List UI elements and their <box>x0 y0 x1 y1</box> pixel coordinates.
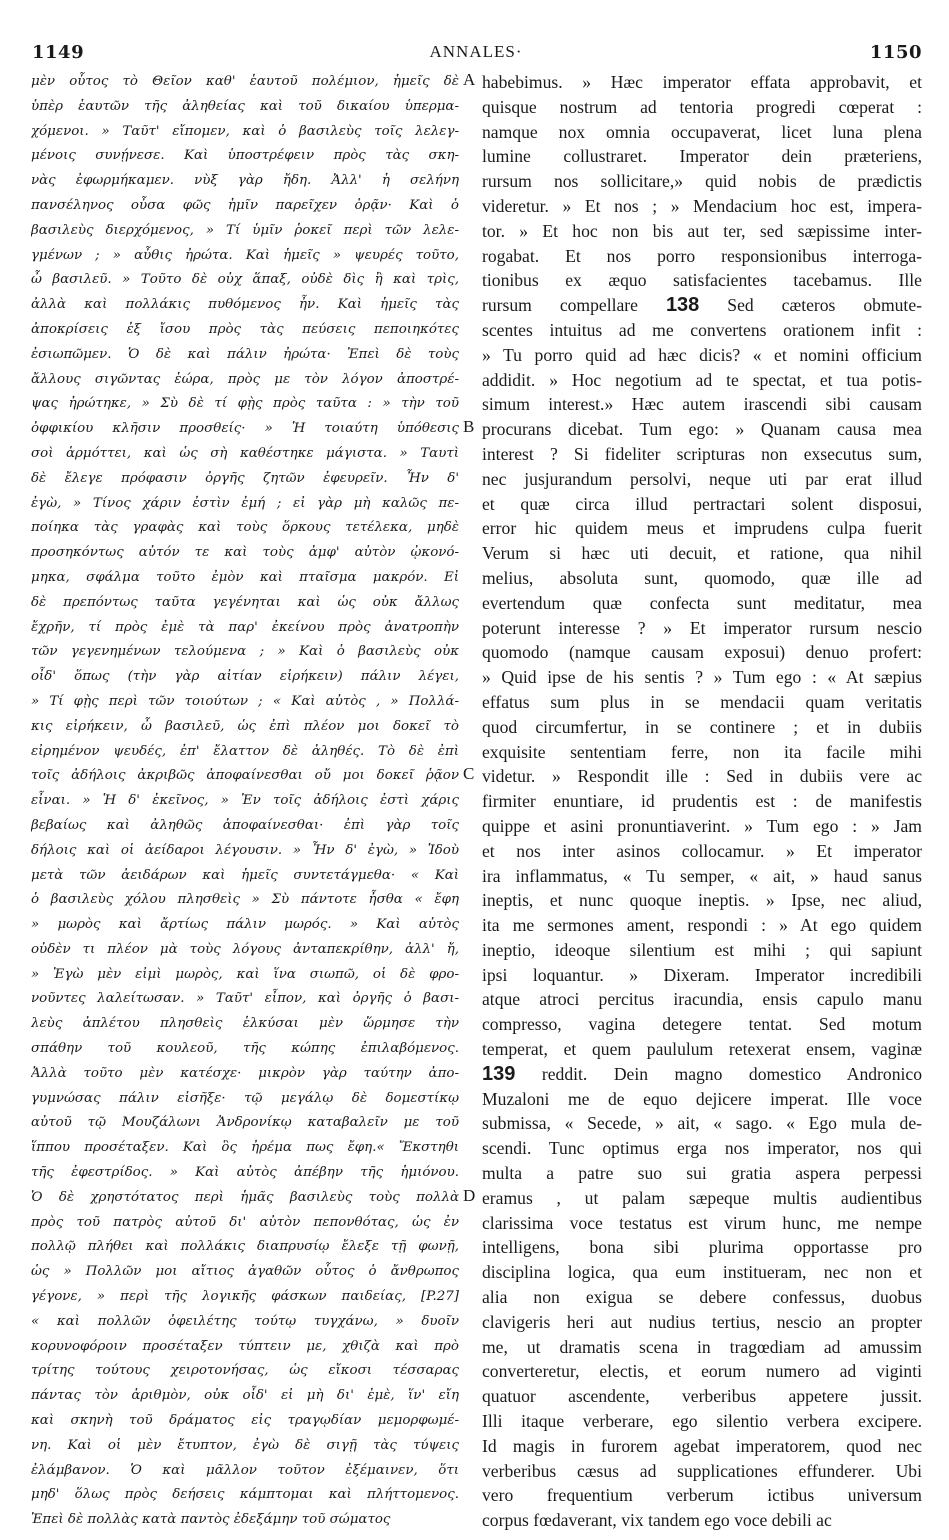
latin-line: temperat, et quem paululum retexerat ensem, vaginæ <box>482 1039 922 1060</box>
latin-line-text: reddit. Dein magno domestico Andronico <box>515 1063 922 1084</box>
latin-line: intelligens, bona sibi plurima opportasse pro <box>482 1237 922 1258</box>
latin-line: » Tu porro quid ad hæc dicis? « et nomini officium <box>482 344 922 365</box>
greek-line: προσηκόντως αὐτόν τε καὶ τοὺς ἀμφ' αὐτὸν ᾠκονό- <box>31 545 459 561</box>
latin-line: disciplina logica, qua eum institueram, nec non et <box>482 1262 922 1283</box>
latin-line: exquisite sententiam ferre, non ita facile mihi <box>482 741 922 762</box>
latin-line: tor. » Et hoc non bis aut ter, sed sæpissime inter- <box>482 220 922 241</box>
latin-line: » Quid ipse de his sentis ? » Tum ego : « At sæpius <box>482 667 922 688</box>
greek-line: αὐτοῦ τῷ Μουζάλωνι Ἀνδρονίκῳ καταβαλεῖν με τοῦ <box>31 1115 459 1131</box>
greek-line: ἔχρῆν, τί πρὸς ἐμὲ τὰ παρ' ἐκείνου πρὸς ἀνατροπὴν <box>31 619 459 635</box>
latin-line: error hic quidem meus et imprudens culpa fuerit <box>482 518 922 539</box>
latin-line: melius, absoluta sunt, quomodo, quæ ille ad <box>482 567 922 588</box>
latin-line: procurans dicebat. Tum ego: » Quanam causa mea <box>482 419 922 440</box>
latin-line: ira inflammatus, « Tu semper, « ait, » haud sanus <box>482 865 922 886</box>
greek-line: ἐσιωπῶμεν. Ὁ δὲ καὶ πάλιν ἠρώτα· Ἐπεὶ δὲ τοὺς <box>31 346 459 362</box>
latin-line: firmiter enuntiare, id prudentis est : de manifestis <box>482 791 922 812</box>
greek-line: βασιλεὺς διερχόμενος, » Τί ὑμῖν ῥοκεῖ περὶ τῶν λελε- <box>31 222 459 238</box>
latin-line: interest ? Si fideliter scripturas non exsecutus sum, <box>482 443 922 464</box>
latin-line: quisque nostrum ad tentoria progredi cœperat : <box>482 96 922 117</box>
greek-line: ἐγὼ, » Τίνος χάριν ἐστὶν ἐμή ; εἰ γὰρ μὴ καλῶς πε- <box>31 495 459 511</box>
latin-line: ita me sermones ament, respondi : » At ego quidem <box>482 915 922 936</box>
greek-line: μετὰ τῶν ἀειδάρων καὶ ἡμεῖς συντετάγμεθα· « Καὶ <box>31 867 459 883</box>
greek-line: ὡς » Πολλῶν μοι αἴτιος ἀγαθῶν οὗτος ὁ ἄνθρωπος <box>31 1264 459 1280</box>
greek-line: » Τί φῂς περὶ τῶν τοιούτων ; « Καὶ αὐτὸς , » Πολλά- <box>31 693 459 709</box>
latin-line: ipsi loquantur. » Dixeram. Imperator incredibili <box>482 964 922 985</box>
running-title: ANNALES· <box>429 42 523 61</box>
latin-line: quatuor ascendente, verberibus appetere jussit. <box>482 1386 922 1407</box>
latin-line-text: Sed cæteros obmute- <box>699 295 922 316</box>
greek-line: σοὶ ἁρμόττει, καὶ ὡς σὴ καθέστηκε μάγιστα. » Ταυτὶ <box>31 445 459 461</box>
margin-letter-b: B <box>463 417 475 436</box>
greek-line: ἀλλὰ καὶ πολλάκις πυθόμενος ἦν. Καὶ ἡμεῖς τὰς <box>31 297 459 313</box>
latin-line: converteretur, electis, et eorum numero ad viginti <box>482 1361 922 1382</box>
latin-line: quippe et asini pronuntiaverint. » Tum ego : » Jam <box>482 815 922 836</box>
greek-line: ὁ βασιλεὺς χόλου πλησθεὶς » Σὺ πάντοτε ἦσθα « ἔφη <box>31 892 459 908</box>
greek-line: τοῖς ἀδήλοις ἀκριβῶς ἀποφαίνεσθαι οὔ μοι δοκεῖ ῥᾷον <box>31 768 459 784</box>
greek-line: δὲ πρεπόντως ταῦτα γεγένηται καὶ ὡς οὐκ ἄλλως <box>31 594 459 610</box>
latin-line-text: rursum compellare <box>482 295 666 316</box>
latin-line: rursum nos sollicitare,» quid nobis de prædictis <box>482 171 922 192</box>
margin-letter-a: A <box>463 70 476 89</box>
page-header <box>30 42 922 66</box>
latin-line: Illi itaque verberare, ego silentio verbera excipere. <box>482 1411 922 1432</box>
greek-line: πάντας τὸν ἀριθμὸν, οὐκ οἶδ' εἰ μὴ δι' ἐμὲ, ἵν' εἴη <box>31 1388 459 1404</box>
greek-line: λεὺς ἀπλέτου πλησθεὶς ἑλκύσαι μὲν ὥρμησε τὴν <box>31 1016 459 1032</box>
greek-line: ποίηκα τὰς γραφὰς καὶ τοὺς ὅρκους τετέλεκα, μηδὲ <box>31 520 459 536</box>
latin-line: quod circumfertur, in se continere ; et in dubiis <box>482 716 922 737</box>
greek-line: γυμνώσας πάλιν εἰσῆξε· τῷ μεγάλῳ δὲ δομεστίκῳ <box>31 1090 459 1106</box>
greek-line: γέγονε, » περὶ τῆς λογικῆς φάσκων παιδείας, [P.27] <box>31 1289 459 1305</box>
greek-line: νη. Καὶ οἱ μὲν ἔτυπτον, ἐγὼ δὲ σιγῇ τὰς τύψεις <box>31 1437 459 1453</box>
latin-line: videretur. » Et nos ; » Mendacium hoc est, impera- <box>482 195 922 216</box>
greek-line: κορυνοφόροιν προσέταξεν τύπτειν με, χθιζὰ καὶ πρὸ <box>31 1338 459 1354</box>
latin-line: compresso, vagina detegere tentat. Sed motum <box>482 1014 922 1035</box>
greek-line: ἄλλους σιγῶντας ἑώρα, πρὸς με τὸν λόγον ἀποστρέ- <box>31 371 459 387</box>
latin-line: eramus , ut palam sæpeque multis audientibus <box>482 1187 922 1208</box>
greek-line: ὀφφικίου κλῆσιν προσθείς· » Ἡ τοιαύτη ὑπόθεσις <box>31 421 459 437</box>
latin-line: me, ut dramatis scena in tragœdiam ad amussim <box>482 1336 922 1357</box>
greek-line: καὶ σκηνὴ τοῦ δράματος εἰς τραγῳδίαν μεμορφωμέ- <box>31 1413 459 1429</box>
latin-line: clavigeris heri aut nudius tertius, nescio an propter <box>482 1311 922 1332</box>
margin-letter-d: D <box>463 1186 476 1205</box>
latin-line: submissa, « Secede, » ait, « sago. « Ego mula de- <box>482 1113 922 1134</box>
latin-line: corpus fœdaverant, vix tandem ego voce debili ac <box>482 1510 832 1531</box>
latin-line: clarissima voce testatus est virum hunc, me nempe <box>482 1212 922 1233</box>
greek-line: ἐλάμβανον. Ὁ καὶ μᾶλλον τοῦτον ἐξέμαινεν, ὅτι <box>31 1462 459 1478</box>
greek-line: νὰς ἐφωρμήκαμεν. νὺξ γὰρ ἤδη. Ἀλλ' ἡ σελήνη <box>31 173 459 189</box>
latin-line: scentes intuitus ad me convertens orationem infit : <box>482 319 922 340</box>
greek-line: εἶναι. » Ἡ δ' ἐκεῖνος, » Ἐν τοῖς ἀδήλοις ἐστὶ χάρις <box>31 793 459 809</box>
latin-line: addidit. » Hoc negotium ad te spectat, et tua potis- <box>482 369 922 390</box>
greek-line: τρίτης τούτους χειροτονήσας, ὡς εἴκοσι τέσσαρας <box>31 1363 459 1379</box>
greek-line: χόμενοι. » Ταῦτ' εἴπομεν, καὶ ὁ βασιλεὺς τοῖς λελεγ- <box>31 123 459 139</box>
greek-text-column <box>31 70 459 1533</box>
latin-line: tionibus ex æquo satisfacientes tacebamus. Ille <box>482 270 922 291</box>
greek-line: Ἀλλὰ τοῦτο μὲν κατέσχε· μικρὸν γὰρ ταύτην ἀπο- <box>31 1065 459 1081</box>
greek-line: δήλοις καὶ οἱ ἀείδαροι λέγουσιν. » Ἦν δ' ἐγὼ, » Ἰδοὺ <box>31 842 459 858</box>
greek-line: » Ἐγὼ μὲν εἰμὶ μωρὸς, καὶ ἵνα σιωπῶ, οἱ δὲ φρο- <box>31 966 459 982</box>
latin-line: vero frequentium verberum ictibus universum <box>482 1485 922 1506</box>
latin-line: habebimus. » Hæc imperator effata approbavit, et <box>482 72 922 92</box>
greek-line: εἰρημένον ψευδές, ἐπ' ἔλαττον δὲ ἀληθές. Τὸ δὲ ἐπὶ <box>31 743 459 759</box>
latin-line: alia non exigua se debere confessus, duobus <box>482 1287 922 1308</box>
greek-line: μηδ' ὅλως πρὸς δεήσεις κάμπτομαι καὶ πλήττομενος. <box>31 1487 459 1503</box>
latin-line: et quæ circa illud pertractari solent disposui, <box>482 493 922 514</box>
latin-line: namque nox omnia occupaverat, licet luna plena <box>482 121 922 142</box>
greek-line: ψας ἠρώτηκε, » Σὺ δὲ τί φῂς πρὸς ταῦτα : » τὴν τοῦ <box>31 396 459 412</box>
greek-line: βεβαίως καὶ ἀληθῶς ἀποφαίνεσθαι· ἐπὶ γὰρ τοῖς <box>31 817 459 833</box>
greek-line: μηκα, σφάλμα τοῦτο ἐμὸν καὶ πταῖσμα μακρόν. Εἰ <box>31 569 459 585</box>
greek-line: « καὶ πολλῶν ὀφειλέτης τούτῳ τυγχάνω, » δυοῖν <box>31 1313 459 1329</box>
latin-line: atque atroci percitus iracundia, ensis capulo manu <box>482 989 922 1010</box>
greek-line: κις εἰρήκειν, ὦ βασιλεῦ, ὡς ἐπὶ πλέον μοι δοκεῖ τὸ <box>31 718 459 734</box>
latin-line: verberibus cæsus ad supplicationes effunderer. Ubi <box>482 1460 922 1481</box>
greek-line: πολλῷ πλήθει καὶ πολλάκις διαπρυσίῳ ἔλεξε τῇ φωνῇ, <box>31 1239 459 1255</box>
latin-text-column <box>482 70 922 1533</box>
greek-line: ἀποκρίσεις ἐξ ἴσου πρὸς τὰς πεύσεις πεποιηκότες <box>31 321 459 337</box>
greek-line: » μωρὸς καὶ ἄρτίως πάλιν μωρός. » Καὶ αὐτὸς <box>31 917 459 933</box>
latin-line: evertendum quæ confecta sunt meditatur, mea <box>482 592 922 613</box>
greek-line: τῶν γεγενημένων τελούμενα ; » Καὶ ὁ βασιλεὺς οὐκ <box>31 644 459 660</box>
latin-line: lumine collustraret. Imperator dein præteriens, <box>482 146 922 167</box>
latin-line: scendi. Tunc optimus erga nos imperator, nos qui <box>482 1138 922 1159</box>
greek-line: πανσέληνος οὖσα φῶς ἡμῖν παρεῖχεν ὁρᾷν· Καὶ ὁ <box>31 197 459 213</box>
latin-line: simum interest.» Hæc autem irascendi sibi causam <box>482 394 922 415</box>
greek-line: πρὸς τοῦ πατρὸς αὐτοῦ δι' αὐτὸν πεπονθότας, ὡς ἐν <box>31 1214 459 1230</box>
latin-line: et nos inter asinos collocamur. » Et imperator <box>482 840 922 861</box>
greek-line: οὐδὲν τι πλέον μὰ τοὺς λόγους ἀνταπεκρίθην, ἀλλ' ἤ, <box>31 941 459 957</box>
latin-line: nec jusjurandum persolvi, neque uti par erat illud <box>482 468 922 489</box>
latin-line: multa a patre suo sui gratia aspera perpessi <box>482 1163 922 1184</box>
greek-line: μὲν οὗτος τὸ Θεῖον καθ' ἑαυτοῦ πολέμιον, ἡμεῖς δὲ <box>31 74 459 89</box>
latin-line: effatus sum plus in se mendacii quam veritatis <box>482 691 922 712</box>
latin-line: ineptio, ideoque silentium est mihi ; qui sapiunt <box>482 939 922 960</box>
greek-line: ἵππου προσέταξεν. Καὶ ὃς ἠρέμα πως ἔφη.« Ἔκστηθι <box>31 1140 459 1156</box>
margin-letter-c: C <box>463 764 475 783</box>
greek-line: οἶδ' ὅπως (τὴν γὰρ αἰτίαν εἰρήκειν) πάλιν λέγει, <box>31 669 459 685</box>
latin-line: poterunt interesse ? » Et imperator rursum nescio <box>482 617 922 638</box>
greek-line: Ὁ δὲ χρηστότατος περὶ ἡμᾶς βασιλεὺς τοὺς πολλὰ <box>31 1189 459 1205</box>
section-number: 138 <box>665 294 700 317</box>
greek-line: μένοις συνῄνεσε. Καὶ ὑποστρέφειν πρὸς τὰς σκη- <box>31 148 459 164</box>
greek-line: ὑπὲρ ἑαυτῶν τῆς ἀληθείας καὶ τοῦ δικαίου ὑπερμα- <box>31 98 459 114</box>
greek-line: Ἐπεὶ δὲ πολλὰς κατὰ παντὸς ἐδεξάμην τοῦ σώματος <box>31 1512 391 1528</box>
page-number-right: 1150 <box>869 42 922 63</box>
greek-line: τῆς ἐφεστρίδος. » Καὶ αὐτὸς ἀπέβην τῆς ἡμιόνου. <box>31 1165 459 1181</box>
greek-line: ὦ βασιλεῦ. » Τοῦτο δὲ οὐχ ἅπαξ, οὐδὲ δὶς ἢ καὶ τρὶς, <box>31 272 459 288</box>
greek-line: δὲ ἔλεγε πρόφασιν ὀργῆς ζητῶν ἐφευρεῖν. Ἦν δ' <box>31 470 459 486</box>
section-number: 139 <box>482 1062 516 1085</box>
latin-line: rogabat. Et nos porro responsionibus interroga- <box>482 245 922 266</box>
latin-line: Id magis in furorem agebat imperatorem, quod nec <box>482 1435 922 1456</box>
greek-line: σπάθην τοῦ κουλεοῦ, τῆς κώπης ἐπιλαβόμενος. <box>31 1041 459 1057</box>
latin-line <box>482 1062 922 1087</box>
page-number-left: 1149 <box>32 42 85 63</box>
greek-line: γμένων ; » αὖθις ἠρώτα. Καὶ ἡμεῖς » ψευρές τοῦτο, <box>31 247 459 263</box>
latin-line: Muzaloni me de equo dejicere imperat. Ille voce <box>482 1088 922 1109</box>
latin-line: videtur. » Respondit ille : Sed in dubiis vere ac <box>482 766 922 787</box>
latin-line: quomodo (namque causam exposui) denuo profert: <box>482 642 922 663</box>
latin-line: Verum si hæc uti decuit, et ratione, qua nihil <box>482 543 922 564</box>
latin-line: ineptis, et nunc quoque ineptis. » Ipse, nec aliud, <box>482 890 922 911</box>
latin-line <box>482 293 922 318</box>
greek-line: νοῦντες λαλείτωσαν. » Ταῦτ' εἶπον, καὶ ὀργῆς ὁ βασι- <box>31 991 459 1007</box>
